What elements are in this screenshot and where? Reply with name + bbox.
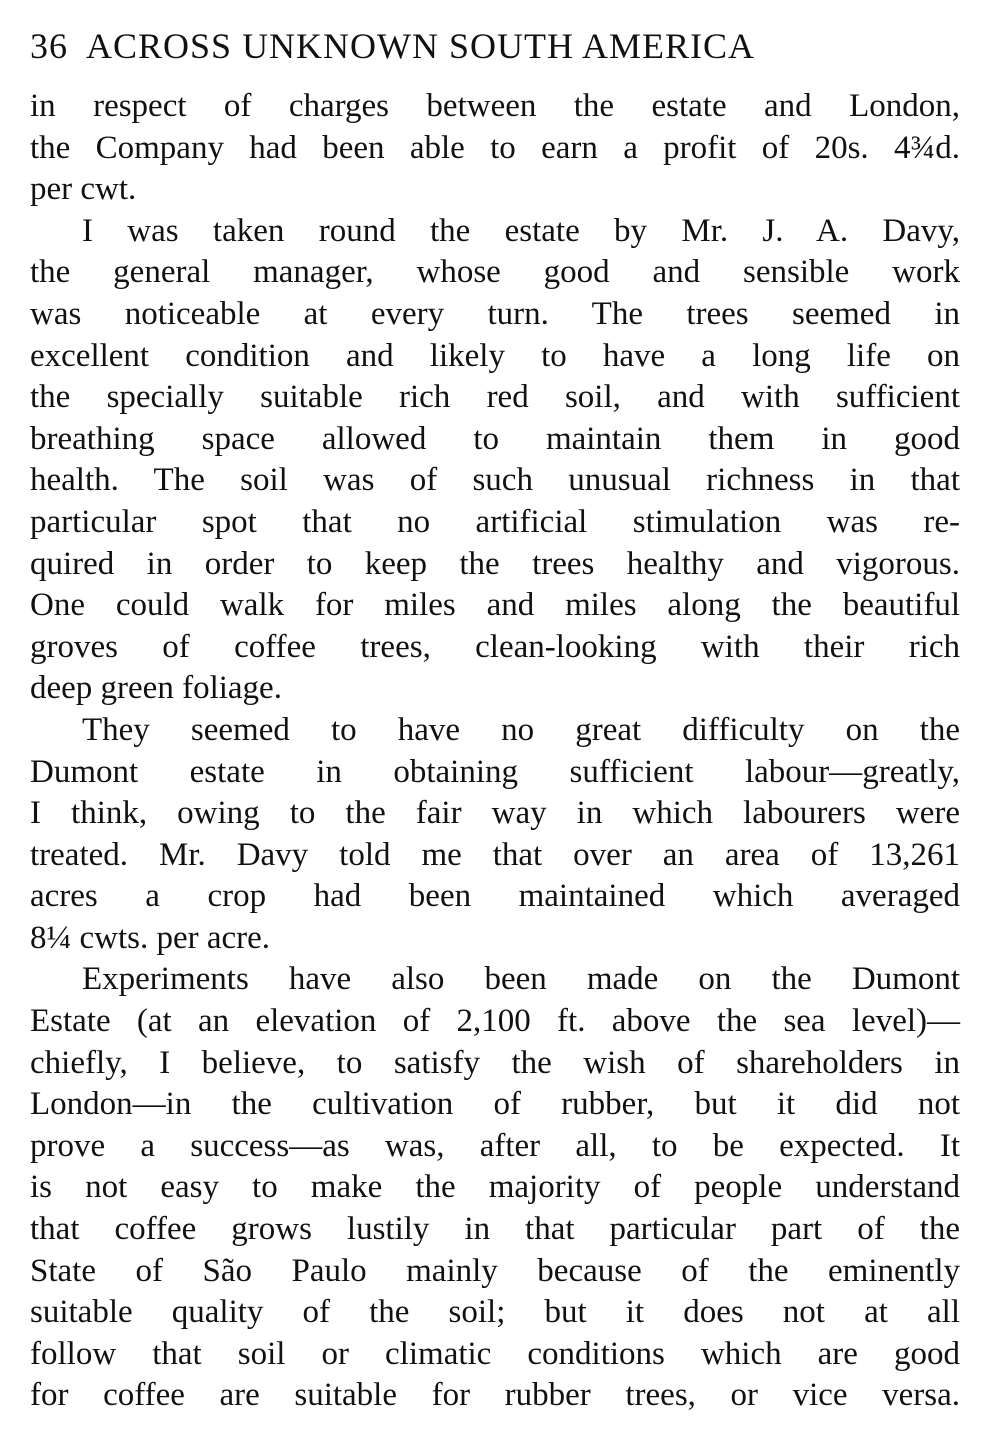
text-line: excellent condition and likely to have a long life on [30,337,960,374]
text-line: They seemed to have no great difficulty on the [82,711,960,748]
text-line: in respect of charges between the estate and London, [30,88,960,124]
text-line: Estate (at an elevation of 2,100 ft. above the sea level)— [30,1003,960,1040]
text-line: I think, owing to the fair way in which labourers were [30,795,960,832]
text-line: State of São Paulo mainly because of the eminently [30,1252,960,1289]
text-line: chiefly, I believe, to satisfy the wish of shareholders in [30,1044,960,1081]
text-line: the general manager, whose good and sensible work [30,254,960,291]
text-line: acres a crop had been maintained which averaged [30,878,960,915]
text-line: 8¼ cwts. per acre. [30,919,271,956]
text-line: per cwt. [30,171,137,208]
text-line: for coffee are suitable for rubber trees, or vice versa. [30,1377,960,1414]
text-line: groves of coffee trees, clean-looking with their rich [30,628,960,665]
text-line: is not easy to make the majority of people understand [30,1169,960,1206]
running-title: ACROSS UNKNOWN SOUTH AMERICA [86,26,756,66]
text-line: deep green foliage. [30,670,282,707]
text-line: Experiments have also been made on the Dumont [82,961,960,998]
text-line: particular spot that no artificial stimulation was re- [30,503,960,540]
text-line: health. The soil was of such unusual richness in that [30,462,960,499]
text-line: London—in the cultivation of rubber, but it did not [30,1086,960,1123]
text-line: prove a success—as was, after all, to be expected. It [30,1127,960,1164]
text-line: Dumont estate in obtaining sufficient labour—greatly, [30,753,960,790]
text-line: treated. Mr. Davy told me that over an area of 13,261 [30,836,960,873]
text-line: that coffee grows lustily in that particular part of the [30,1211,960,1248]
page-number: 36 [30,26,68,66]
text-line: suitable quality of the soil; but it does not at all [30,1294,960,1331]
text-line: the Company had been able to earn a profit of 20s. 4¾d. [30,129,960,166]
text-line: quired in order to keep the trees healthy and vigorous. [30,545,960,582]
text-line: was noticeable at every turn. The trees seemed in [30,295,960,332]
body-text [30,86,960,1417]
text-line: One could walk for miles and miles along the beautiful [30,587,960,624]
running-head [30,24,970,68]
text-line: the specially suitable rich red soil, and with sufficient [30,379,960,416]
text-line: breathing space allowed to maintain them in good [30,420,960,457]
text-line: follow that soil or climatic conditions which are good [30,1335,960,1372]
text-line: I was taken round the estate by Mr. J. A. Davy, [82,212,960,249]
